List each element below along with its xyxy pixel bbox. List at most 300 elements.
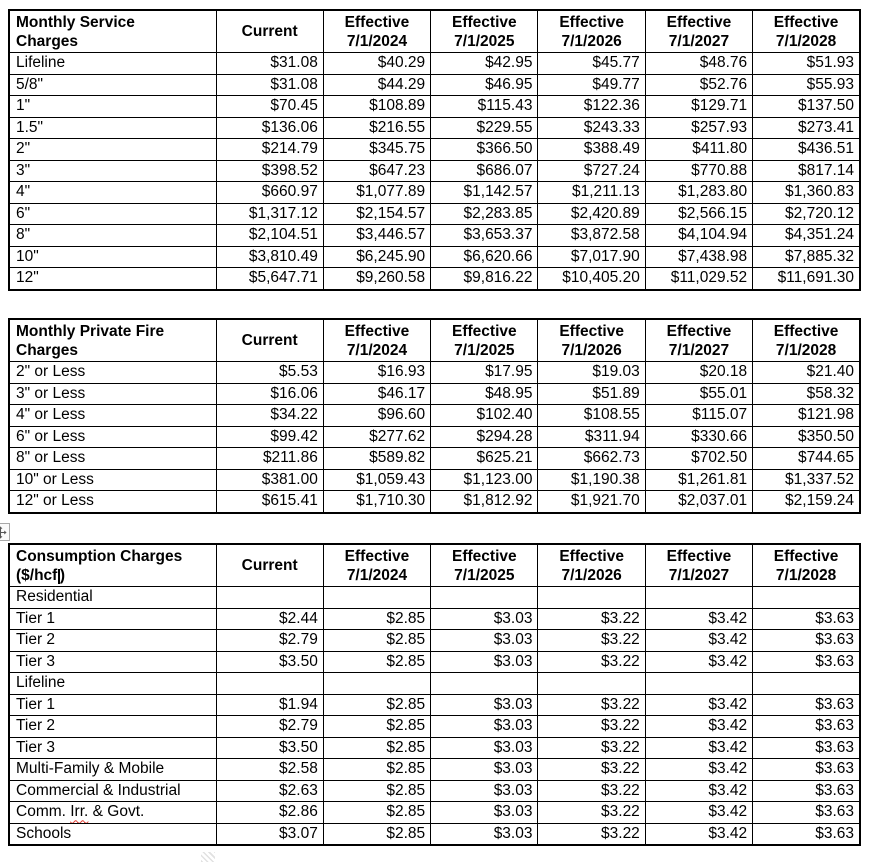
value-cell[interactable]: $108.89 (323, 96, 430, 118)
table-row (9, 716, 860, 738)
column-header-line: 7/1/2028 (775, 566, 837, 584)
value-cell[interactable]: $1,211.13 (538, 182, 645, 204)
value-cell[interactable]: $625.21 (431, 448, 538, 470)
value-cell[interactable] (538, 587, 645, 609)
value-cell[interactable]: $3.42 (645, 780, 752, 802)
value-cell[interactable]: $3.42 (645, 823, 752, 845)
value-cell[interactable]: $3.22 (538, 651, 645, 673)
value-cell[interactable] (753, 673, 860, 695)
value-cell[interactable]: $2.44 (216, 608, 323, 630)
column-header-line: Effective (559, 322, 624, 340)
value-cell[interactable]: $3.03 (431, 694, 538, 716)
value-cell[interactable]: $744.65 (753, 448, 860, 470)
value-cell[interactable]: $115.07 (645, 405, 752, 427)
header-row (9, 10, 860, 53)
value-cell[interactable]: $1,283.80 (645, 182, 752, 204)
value-cell[interactable]: $2.85 (323, 651, 430, 673)
value-cell[interactable]: $58.32 (753, 383, 860, 405)
column-header-line: Effective (344, 547, 410, 565)
value-cell[interactable]: $11,029.52 (645, 268, 752, 290)
value-cell[interactable]: $1,360.83 (753, 182, 860, 204)
value-cell[interactable]: $345.75 (323, 139, 430, 161)
value-cell[interactable]: $2,566.15 (645, 203, 752, 225)
value-cell[interactable]: $96.60 (323, 405, 430, 427)
table-row (9, 225, 860, 247)
value-cell[interactable]: $3.03 (431, 737, 538, 759)
table-row (9, 426, 860, 448)
value-cell[interactable]: $2,037.01 (645, 491, 752, 513)
value-cell[interactable]: $727.24 (538, 160, 645, 182)
table-row (9, 448, 860, 470)
row-label-cell[interactable]: Lifeline (9, 53, 216, 75)
value-cell[interactable]: $2.86 (216, 802, 323, 824)
table-title-cell[interactable] (9, 319, 216, 362)
value-cell[interactable]: $211.86 (216, 448, 323, 470)
value-cell[interactable]: $3,446.57 (323, 225, 430, 247)
column-header-cell[interactable] (431, 319, 538, 362)
row-label-cell[interactable]: 3" (9, 160, 216, 182)
value-cell[interactable]: $1,123.00 (431, 469, 538, 491)
row-label-cell[interactable]: Schools (9, 823, 216, 845)
row-label-cell[interactable]: 3" or Less (9, 383, 216, 405)
value-cell[interactable]: $3.63 (753, 737, 860, 759)
value-cell[interactable]: $3.63 (753, 780, 860, 802)
misspelled-word: Irr. (70, 803, 89, 821)
row-label-cell[interactable]: 6" (9, 203, 216, 225)
value-cell[interactable]: $3.03 (431, 780, 538, 802)
value-cell[interactable]: $1.94 (216, 694, 323, 716)
column-header-line: 7/1/2024 (346, 341, 408, 359)
column-header-cell[interactable] (323, 10, 430, 53)
value-cell[interactable]: $3.63 (753, 716, 860, 738)
column-header-cell[interactable] (753, 544, 860, 587)
row-label-cell[interactable]: Multi-Family & Mobile (9, 759, 216, 781)
value-cell[interactable]: $2,159.24 (753, 491, 860, 513)
value-cell[interactable] (753, 587, 860, 609)
value-cell[interactable]: $229.55 (431, 117, 538, 139)
value-cell[interactable]: $16.93 (323, 362, 430, 384)
value-cell[interactable]: $115.43 (431, 96, 538, 118)
row-label-cell[interactable]: Tier 2 (9, 630, 216, 652)
value-cell[interactable]: $2.85 (323, 780, 430, 802)
value-cell[interactable]: $5,647.71 (216, 268, 323, 290)
value-cell[interactable]: $2,420.89 (538, 203, 645, 225)
table-row (9, 139, 860, 161)
value-cell[interactable]: $243.33 (538, 117, 645, 139)
value-cell[interactable]: $9,260.58 (323, 268, 430, 290)
column-header-line: Effective (559, 13, 624, 31)
value-cell[interactable]: $1,077.89 (323, 182, 430, 204)
value-cell[interactable] (645, 673, 752, 695)
value-cell[interactable]: $19.03 (538, 362, 645, 384)
value-cell[interactable]: $17.95 (431, 362, 538, 384)
value-cell[interactable]: $257.93 (645, 117, 752, 139)
column-header-line: Effective (666, 322, 732, 340)
table-row (9, 780, 860, 802)
row-label-cell[interactable]: 4" (9, 182, 216, 204)
value-cell[interactable]: $702.50 (645, 448, 752, 470)
column-header-cell[interactable] (216, 10, 323, 53)
value-cell[interactable]: $2,720.12 (753, 203, 860, 225)
value-cell[interactable]: $2.85 (323, 716, 430, 738)
value-cell[interactable] (323, 673, 430, 695)
value-cell[interactable] (538, 673, 645, 695)
column-header-cell[interactable] (216, 544, 323, 587)
value-cell[interactable]: $388.49 (538, 139, 645, 161)
value-cell[interactable]: $1,261.81 (645, 469, 752, 491)
row-label-cell[interactable]: Lifeline (9, 673, 216, 695)
value-cell[interactable]: $3.63 (753, 651, 860, 673)
value-cell[interactable]: $6,620.66 (431, 246, 538, 268)
value-cell[interactable]: $366.50 (431, 139, 538, 161)
value-cell[interactable]: $3,810.49 (216, 246, 323, 268)
table-title-cell[interactable] (9, 544, 216, 587)
table-row (9, 405, 860, 427)
value-cell[interactable]: $1,317.12 (216, 203, 323, 225)
column-header-line: Effective (452, 13, 517, 31)
value-cell[interactable]: $294.28 (431, 426, 538, 448)
value-cell[interactable]: $1,710.30 (323, 491, 430, 513)
value-cell[interactable] (323, 587, 430, 609)
column-header-line: Effective (452, 547, 517, 565)
value-cell[interactable]: $108.55 (538, 405, 645, 427)
value-cell[interactable]: $46.17 (323, 383, 430, 405)
table-row (9, 608, 860, 630)
value-cell[interactable]: $3.42 (645, 716, 752, 738)
column-header-line: 7/1/2024 (346, 32, 408, 50)
value-cell[interactable]: $3.22 (538, 780, 645, 802)
row-label-cell[interactable]: 2" or Less (9, 362, 216, 384)
value-cell[interactable]: $55.93 (753, 74, 860, 96)
text-run: & Govt. (88, 803, 145, 821)
column-header-cell[interactable] (216, 319, 323, 362)
value-cell[interactable]: $21.40 (753, 362, 860, 384)
value-cell[interactable]: $3.22 (538, 802, 645, 824)
value-cell[interactable]: $31.08 (216, 53, 323, 75)
value-cell[interactable]: $2,104.51 (216, 225, 323, 247)
row-label-cell[interactable]: 1.5" (9, 117, 216, 139)
value-cell[interactable]: $3,653.37 (431, 225, 538, 247)
value-cell[interactable]: $647.23 (323, 160, 430, 182)
table-row (9, 694, 860, 716)
value-cell[interactable]: $2,154.57 (323, 203, 430, 225)
value-cell[interactable]: $2.85 (323, 630, 430, 652)
column-header-line: 7/1/2027 (668, 341, 730, 359)
table-resize-marker (201, 852, 215, 862)
column-header-cell[interactable] (645, 544, 752, 587)
column-header-cell[interactable] (753, 10, 860, 53)
value-cell[interactable]: $4,351.24 (753, 225, 860, 247)
value-cell[interactable]: $411.80 (645, 139, 752, 161)
value-cell[interactable] (645, 587, 752, 609)
value-cell[interactable]: $1,059.43 (323, 469, 430, 491)
value-cell[interactable]: $48.95 (431, 383, 538, 405)
value-cell[interactable]: $214.79 (216, 139, 323, 161)
column-header-line: 7/1/2026 (561, 566, 622, 584)
table-row (9, 53, 860, 75)
column-header-cell[interactable] (645, 10, 752, 53)
row-label-cell[interactable]: 10" or Less (9, 469, 216, 491)
value-cell[interactable]: $7,885.32 (753, 246, 860, 268)
column-header-cell[interactable] (431, 544, 538, 587)
column-header-cell[interactable] (538, 544, 645, 587)
value-cell[interactable]: $615.41 (216, 491, 323, 513)
value-cell[interactable]: $48.76 (645, 53, 752, 75)
column-header-line: Effective (344, 13, 410, 31)
value-cell[interactable]: $46.95 (431, 74, 538, 96)
value-cell[interactable]: $34.22 (216, 405, 323, 427)
table-row (9, 268, 860, 290)
value-cell[interactable]: $10,405.20 (538, 268, 645, 290)
value-cell[interactable]: $3.03 (431, 759, 538, 781)
value-cell[interactable]: $3.63 (753, 630, 860, 652)
column-header-line: 7/1/2025 (454, 566, 515, 584)
value-cell[interactable]: $3.63 (753, 694, 860, 716)
column-header-cell[interactable] (753, 319, 860, 362)
table-row (9, 823, 860, 845)
table-move-handle[interactable] (0, 523, 10, 541)
value-cell[interactable]: $2.63 (216, 780, 323, 802)
value-cell[interactable]: $216.55 (323, 117, 430, 139)
value-cell[interactable]: $3.22 (538, 737, 645, 759)
row-label-cell[interactable]: 6" or Less (9, 426, 216, 448)
value-cell[interactable]: $311.94 (538, 426, 645, 448)
row-label-cell[interactable]: 8" or Less (9, 448, 216, 470)
row-label-cell[interactable]: Tier 2 (9, 716, 216, 738)
column-header-cell[interactable] (645, 319, 752, 362)
value-cell[interactable]: $3.50 (216, 651, 323, 673)
value-cell[interactable]: $2.58 (216, 759, 323, 781)
consumption-charges-table (8, 543, 861, 846)
column-header-line: Current (241, 23, 298, 40)
row-label-cell[interactable]: Tier 1 (9, 694, 216, 716)
value-cell[interactable]: $51.89 (538, 383, 645, 405)
value-cell[interactable]: $45.77 (538, 53, 645, 75)
value-cell[interactable]: $3.03 (431, 651, 538, 673)
row-label-cell[interactable]: Tier 1 (9, 608, 216, 630)
table-row (9, 383, 860, 405)
row-label-cell[interactable]: Tier 3 (9, 651, 216, 673)
value-cell[interactable]: $3.22 (538, 823, 645, 845)
table-row (9, 96, 860, 118)
row-label-cell[interactable] (9, 802, 216, 824)
value-cell[interactable]: $9,816.22 (431, 268, 538, 290)
value-cell[interactable]: $6,245.90 (323, 246, 430, 268)
value-cell[interactable]: $7,438.98 (645, 246, 752, 268)
column-header-cell[interactable] (431, 10, 538, 53)
column-header-line: 7/1/2024 (346, 566, 408, 584)
row-label-cell[interactable]: Tier 3 (9, 737, 216, 759)
value-cell[interactable]: $129.71 (645, 96, 752, 118)
value-cell[interactable]: $2.85 (323, 737, 430, 759)
text-run: ($/hcf (16, 566, 58, 584)
value-cell[interactable]: $11,691.30 (753, 268, 860, 290)
value-cell[interactable]: $3.42 (645, 608, 752, 630)
table-row (9, 651, 860, 673)
table-row (9, 182, 860, 204)
value-cell[interactable]: $2,283.85 (431, 203, 538, 225)
value-cell[interactable]: $3.03 (431, 802, 538, 824)
value-cell[interactable]: $350.50 (753, 426, 860, 448)
row-label-cell[interactable]: 12" or Less (9, 491, 216, 513)
column-header-cell[interactable] (538, 319, 645, 362)
value-cell[interactable]: $136.06 (216, 117, 323, 139)
value-cell[interactable]: $436.51 (753, 139, 860, 161)
row-label-cell[interactable]: 1" (9, 96, 216, 118)
column-header-line: Effective (773, 322, 839, 340)
value-cell[interactable]: $2.85 (323, 823, 430, 845)
value-cell[interactable]: $3.22 (538, 694, 645, 716)
value-cell[interactable]: $381.00 (216, 469, 323, 491)
value-cell[interactable]: $686.07 (431, 160, 538, 182)
value-cell[interactable]: $589.82 (323, 448, 430, 470)
text-run: Comm. (16, 803, 71, 821)
value-cell[interactable]: $2.79 (216, 716, 323, 738)
value-cell[interactable]: $330.66 (645, 426, 752, 448)
value-cell[interactable]: $3.03 (431, 823, 538, 845)
value-cell[interactable] (431, 673, 538, 695)
value-cell[interactable]: $817.14 (753, 160, 860, 182)
value-cell[interactable]: $3.42 (645, 802, 752, 824)
value-cell[interactable]: $3.22 (538, 759, 645, 781)
value-cell[interactable] (216, 673, 323, 695)
value-cell[interactable]: $44.29 (323, 74, 430, 96)
value-cell[interactable]: $2.79 (216, 630, 323, 652)
value-cell[interactable]: $1,812.92 (431, 491, 538, 513)
value-cell[interactable]: $1,190.38 (538, 469, 645, 491)
column-header-line: Effective (452, 322, 517, 340)
value-cell[interactable]: $3.03 (431, 716, 538, 738)
value-cell[interactable]: $55.01 (645, 383, 752, 405)
table-row (9, 117, 860, 139)
value-cell[interactable]: $121.98 (753, 405, 860, 427)
column-header-cell[interactable] (323, 319, 430, 362)
value-cell[interactable] (216, 587, 323, 609)
column-header-line: 7/1/2028 (775, 341, 837, 359)
column-header-line: 7/1/2026 (561, 341, 622, 359)
value-cell[interactable]: $3,872.58 (538, 225, 645, 247)
table-row (9, 362, 860, 384)
value-cell[interactable]: $3.22 (538, 716, 645, 738)
value-cell[interactable]: $770.88 (645, 160, 752, 182)
table-row (9, 759, 860, 781)
value-cell[interactable]: $40.29 (323, 53, 430, 75)
column-header-line: 7/1/2026 (561, 32, 622, 50)
value-cell[interactable]: $3.03 (431, 608, 538, 630)
row-label-cell[interactable]: 4" or Less (9, 405, 216, 427)
value-cell[interactable]: $3.63 (753, 802, 860, 824)
table-row (9, 491, 860, 513)
column-header-line: 7/1/2025 (454, 32, 515, 50)
value-cell[interactable]: $3.63 (753, 823, 860, 845)
value-cell[interactable]: $122.36 (538, 96, 645, 118)
text-run: ) (59, 566, 66, 584)
column-header-line: Effective (559, 547, 624, 565)
column-header-cell[interactable] (538, 10, 645, 53)
value-cell[interactable]: $7,017.90 (538, 246, 645, 268)
table-title-line: Charges (16, 341, 79, 359)
value-cell[interactable]: $70.45 (216, 96, 323, 118)
value-cell[interactable]: $1,337.52 (753, 469, 860, 491)
table-title-line: Charges (16, 32, 79, 50)
value-cell[interactable]: $3.42 (645, 759, 752, 781)
value-cell[interactable]: $52.76 (645, 74, 752, 96)
value-cell[interactable]: $2.85 (323, 802, 430, 824)
value-cell[interactable]: $137.50 (753, 96, 860, 118)
value-cell[interactable]: $3.22 (538, 630, 645, 652)
value-cell[interactable]: $3.03 (431, 630, 538, 652)
value-cell[interactable]: $1,921.70 (538, 491, 645, 513)
value-cell[interactable]: $51.93 (753, 53, 860, 75)
table-row (9, 203, 860, 225)
table-title-cell[interactable] (9, 10, 216, 53)
table-row (9, 587, 860, 609)
row-label-cell[interactable]: 8" (9, 225, 216, 247)
value-cell[interactable]: $660.97 (216, 182, 323, 204)
value-cell[interactable]: $4,104.94 (645, 225, 752, 247)
row-label-cell[interactable]: 10" (9, 246, 216, 268)
column-header-line: 7/1/2028 (775, 32, 837, 50)
value-cell[interactable]: $2.85 (323, 608, 430, 630)
value-cell[interactable]: $273.41 (753, 117, 860, 139)
value-cell[interactable]: $1,142.57 (431, 182, 538, 204)
value-cell[interactable]: $2.85 (323, 694, 430, 716)
monthly-service-charges-table (8, 9, 861, 291)
table-row (9, 246, 860, 268)
value-cell[interactable]: $3.63 (753, 608, 860, 630)
row-label-cell[interactable]: Residential (9, 587, 216, 609)
column-header-line: Effective (666, 547, 732, 565)
value-cell[interactable]: $42.95 (431, 53, 538, 75)
row-label-cell[interactable]: 2" (9, 139, 216, 161)
value-cell[interactable]: $3.42 (645, 737, 752, 759)
value-cell[interactable]: $31.08 (216, 74, 323, 96)
value-cell[interactable]: $16.06 (216, 383, 323, 405)
row-label-cell[interactable]: 12" (9, 268, 216, 290)
column-header-line: 7/1/2027 (668, 32, 730, 50)
value-cell[interactable]: $3.42 (645, 651, 752, 673)
value-cell[interactable]: $20.18 (645, 362, 752, 384)
table-title-line: Monthly Service (16, 13, 135, 31)
value-cell[interactable]: $3.07 (216, 823, 323, 845)
value-cell[interactable]: $102.40 (431, 405, 538, 427)
value-cell[interactable]: $3.42 (645, 630, 752, 652)
row-label-cell[interactable]: 5/8" (9, 74, 216, 96)
table-title-line: Consumption Charges (16, 547, 183, 565)
table-row (9, 673, 860, 695)
column-header-line: Current (241, 557, 298, 574)
value-cell[interactable]: $662.73 (538, 448, 645, 470)
value-cell[interactable]: $3.63 (753, 759, 860, 781)
value-cell[interactable]: $277.62 (323, 426, 430, 448)
value-cell[interactable]: $49.77 (538, 74, 645, 96)
move-cross-arrows-icon (0, 526, 7, 539)
monthly-private-fire-charges-table (8, 318, 861, 514)
header-row (9, 544, 860, 587)
value-cell[interactable]: $3.50 (216, 737, 323, 759)
table-row (9, 160, 860, 182)
column-header-cell[interactable] (323, 544, 430, 587)
value-cell[interactable]: $99.42 (216, 426, 323, 448)
value-cell[interactable]: $3.42 (645, 694, 752, 716)
value-cell[interactable]: $398.52 (216, 160, 323, 182)
value-cell[interactable]: $3.22 (538, 608, 645, 630)
value-cell[interactable] (431, 587, 538, 609)
value-cell[interactable]: $5.53 (216, 362, 323, 384)
value-cell[interactable]: $2.85 (323, 759, 430, 781)
row-label-cell[interactable]: Commercial & Industrial (9, 780, 216, 802)
table-row (9, 630, 860, 652)
